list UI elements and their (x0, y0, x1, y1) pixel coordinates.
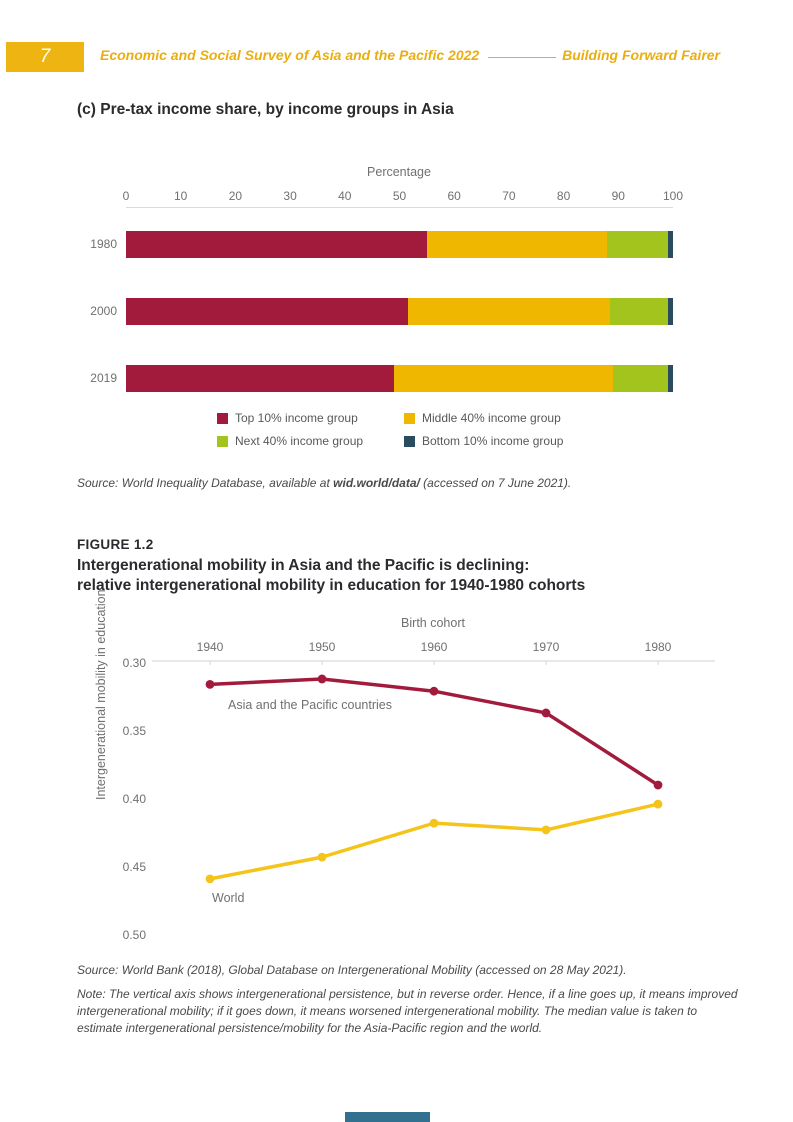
y-tick-label: 0.40 (122, 792, 146, 806)
footer-accent-bar (345, 1112, 430, 1122)
chart1-category-label: 2019 (90, 371, 117, 385)
line-series (210, 804, 658, 879)
x-tick-label: 50 (392, 189, 407, 203)
data-point (430, 687, 439, 696)
chart1-category-label: 2000 (90, 304, 117, 318)
figure-title-line2: relative intergenerational mobility in education for 1940-1980 cohorts (77, 577, 586, 594)
x-tick-label: 30 (283, 189, 297, 203)
x-tick-label: 60 (447, 189, 461, 203)
series-label-world: World (212, 891, 245, 905)
x-tick-label: 1980 (644, 640, 672, 654)
chart2-note: Note: The vertical axis shows intergenerational persistence, but in reverse order. Hence, if a line goes up, it means improved intergenerational mobility; if it goes down, it means worsened intergenerational mobility. The median value is taken to estimate intergenerational persistence/mobility for the Asia-Pacific region and the world. (77, 987, 738, 1035)
legend-swatch-middle40 (404, 413, 415, 424)
page-number-box (6, 42, 84, 72)
chart2-plot-area (0, 600, 793, 980)
running-header-title: Economic and Social Survey of Asia and the Pacific 2022 (100, 47, 480, 63)
bar-segment (607, 231, 667, 258)
legend-label: Top 10% income group (235, 411, 358, 425)
figure-title (77, 556, 585, 596)
x-tick-label: 1950 (308, 640, 336, 654)
data-point (430, 819, 439, 828)
chart1-axis-line (126, 207, 673, 208)
data-point (654, 781, 663, 790)
running-header-subtitle: Building Forward Fairer (562, 47, 720, 63)
bar-segment (668, 298, 673, 325)
legend-swatch-top10 (217, 413, 228, 424)
bar-segment (126, 298, 408, 325)
report-page: 7 Economic and Social Survey of Asia and the Pacific 2022 Building Forward Fairer (c) Pre-tax income share, by income groups in Asia Percentage 0 10 20 30 40 50 60 70 80 90 100 1980 2000 2019 Top 10% income group Middle 40% income group Next 40% income group Bottom 10% income group Source: World Inequality Database, available at wid.world/data/ (accessed on 7 June 2021). FIGURE 1.2 Intergenerational mobility in Asia and the Pacific is declining: relative intergenerational mobility in education for 1940-1980 cohorts Birth cohort 1940 1950 1960 1970 1980 0.30 0.35 0.40 0.45 0.50 Intergenerational mobility in education Asia and the Pacific countries World Source: World Bank (2018), Global Database on Intergenerational Mobility (accessed on 28 May 2021). Note: The vertical axis shows intergenerational persistence, but in reverse order. Hence, if a line goes up, it means improved intergenerational mobility; if it goes down, it means worsened intergenerational mobility. The median value is taken to estimate intergenerational persistence/mobility for the Asia-Pacific region and the world. (0, 0, 793, 1122)
data-point (542, 709, 551, 718)
legend-label: Next 40% income group (235, 434, 364, 448)
x-tick-label: 1940 (196, 640, 224, 654)
legend-item-next40 (217, 434, 363, 448)
bar-segment (126, 231, 427, 258)
chart1-axis-title: Percentage (367, 165, 431, 179)
y-tick-label: 0.30 (122, 656, 146, 670)
legend-item-middle40 (404, 411, 561, 425)
bar-segment (408, 298, 610, 325)
data-point (654, 800, 663, 809)
series-label-asia-pacific: Asia and the Pacific countries (228, 698, 392, 712)
legend-item-bottom10 (404, 434, 563, 448)
bar-segment (668, 365, 673, 392)
x-tick-label: 90 (611, 189, 625, 203)
page-number: 7 (39, 46, 51, 67)
chart2-x-axis-title: Birth cohort (401, 616, 465, 630)
legend-swatch-bottom10 (404, 436, 415, 447)
y-tick-label: 0.50 (122, 928, 146, 942)
x-tick-label: 70 (502, 189, 516, 203)
x-tick-label: 0 (122, 189, 130, 203)
bar-segment (126, 365, 394, 392)
y-tick-label: 0.35 (122, 724, 146, 738)
panel-c-heading: (c) Pre-tax income share, by income groups in Asia (77, 101, 454, 118)
stacked-bar-2019 (126, 365, 673, 392)
bar-segment (610, 298, 667, 325)
data-point (318, 853, 327, 862)
figure-title-line1: Intergenerational mobility in Asia and the Pacific is declining: (77, 557, 530, 574)
legend-item-top10 (217, 411, 358, 425)
bar-segment (394, 365, 613, 392)
data-point (206, 874, 215, 883)
x-tick-label: 10 (174, 189, 188, 203)
bar-segment (613, 365, 668, 392)
y-tick-label: 0.45 (122, 860, 146, 874)
figure-number: FIGURE 1.2 (77, 537, 154, 552)
stacked-bar-1980 (126, 231, 673, 258)
x-tick-label: 40 (338, 189, 352, 203)
source-text: (accessed on 7 June 2021). (419, 476, 572, 490)
data-point (542, 826, 551, 835)
data-point (318, 675, 327, 684)
x-tick-label: 1960 (420, 640, 448, 654)
legend-label: Bottom 10% income group (422, 434, 564, 448)
x-tick-label: 20 (228, 189, 243, 203)
x-tick-label: 1970 (532, 640, 560, 654)
stacked-bar-2000 (126, 298, 673, 325)
chart2-source-note: Source: World Bank (2018), Global Database on Intergenerational Mobility (accessed on 28 May 2021). (77, 963, 627, 977)
legend-label: Middle 40% income group (422, 411, 561, 425)
bar-segment (668, 231, 673, 258)
x-tick-label: 80 (556, 189, 571, 203)
bar-segment (427, 231, 608, 258)
chart1-category-label: 1980 (90, 237, 117, 251)
source-text: Source: World Inequality Database, available at (77, 476, 334, 490)
header-divider-line (488, 57, 556, 58)
legend-swatch-next40 (217, 436, 228, 447)
source-link-text: wid.world/data/ (333, 476, 420, 490)
data-point (206, 680, 215, 689)
chart1-source-note (77, 476, 571, 490)
x-tick-label: 100 (662, 189, 684, 203)
